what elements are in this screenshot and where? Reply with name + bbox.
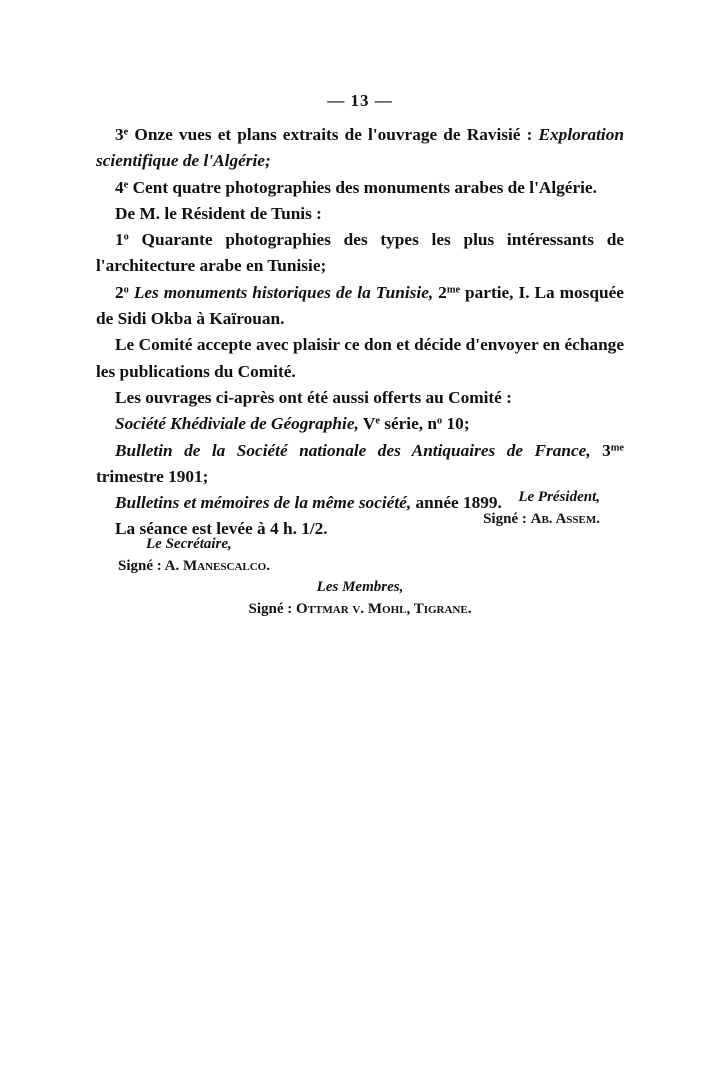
page-number: — 13 — (327, 91, 393, 110)
signature-title: Les Membres, (316, 579, 404, 595)
paragraph: De M. le Résident de Tunis : (115, 203, 322, 223)
item-text: année 1899. (411, 493, 502, 513)
signature-name: Ottmar v. Mohl, Tigrane. (296, 601, 472, 617)
item-title: Exploration scientifique de l'Algérie; (96, 125, 624, 171)
list-item (96, 227, 624, 280)
item-number-suffix: o (123, 284, 129, 296)
list-item (96, 122, 624, 175)
item-number-suffix: e (123, 178, 129, 190)
item-text: 10; (442, 414, 470, 434)
item-text: Cent quatre photographies des monuments arabes de l'Algérie. (128, 177, 597, 197)
item-title: Bulletin de la Société nationale des Antiquaires de France, (115, 440, 591, 460)
list-item (96, 438, 624, 491)
item-text: V (358, 414, 376, 434)
ordinal-suffix: me (446, 284, 461, 296)
item-number-suffix: o (123, 231, 129, 243)
president-signature (483, 486, 600, 530)
item-number: 3 (115, 125, 124, 144)
signature-name: Ab. Assem. (530, 511, 600, 527)
signature-title: Le Secrétaire, (146, 536, 232, 552)
item-text: 3 (590, 440, 611, 460)
ordinal-suffix: e (375, 415, 380, 427)
item-text: Quarante photographies des types les plus intéressants de l'architecture arabe en Tunisie; (96, 230, 624, 276)
signature-title: Le Président, (518, 489, 600, 505)
document-body (96, 122, 624, 543)
item-text: trimestre 1901; (96, 466, 209, 486)
item-text: série, n (379, 414, 438, 434)
item-text: Onze vues et plans extraits de l'ouvrage de Ravisié : (128, 125, 539, 144)
item-title: Bulletins et mémoires de la même société, (115, 493, 412, 513)
signature-name: Manescalco. (183, 558, 270, 574)
item-number: 2 (115, 282, 124, 302)
item-number-suffix: e (123, 126, 129, 138)
list-item (96, 175, 624, 201)
item-number: 1 (115, 230, 124, 250)
signature-prefix: Signé : (248, 601, 297, 617)
secretary-signature (118, 533, 270, 577)
list-item (96, 411, 624, 437)
item-text: 2 (433, 282, 447, 302)
signature-prefix: Signé : (483, 511, 531, 527)
paragraph: La séance est levée à 4 h. 1/2. (115, 519, 328, 539)
ordinal-suffix: me (610, 441, 624, 453)
item-title: Société Khédiviale de Géographie, (115, 414, 359, 434)
item-number: 4 (115, 177, 124, 197)
list-item (96, 280, 624, 333)
ordinal-suffix: o (437, 415, 443, 427)
paragraph: Les ouvrages ci-après ont été aussi offerts au Comité : (115, 387, 512, 407)
item-text: partie, I. La mosquée de Sidi Okba à Kaïrouan. (96, 282, 624, 329)
item-title: Les monuments historiques de la Tunisie, (133, 282, 434, 302)
paragraph: Le Comité accepte avec plaisir ce don et décide d'envoyer en échange les publications du Comité. (96, 335, 624, 381)
signature-prefix: Signé : A. (118, 558, 184, 574)
members-signature (200, 576, 520, 620)
